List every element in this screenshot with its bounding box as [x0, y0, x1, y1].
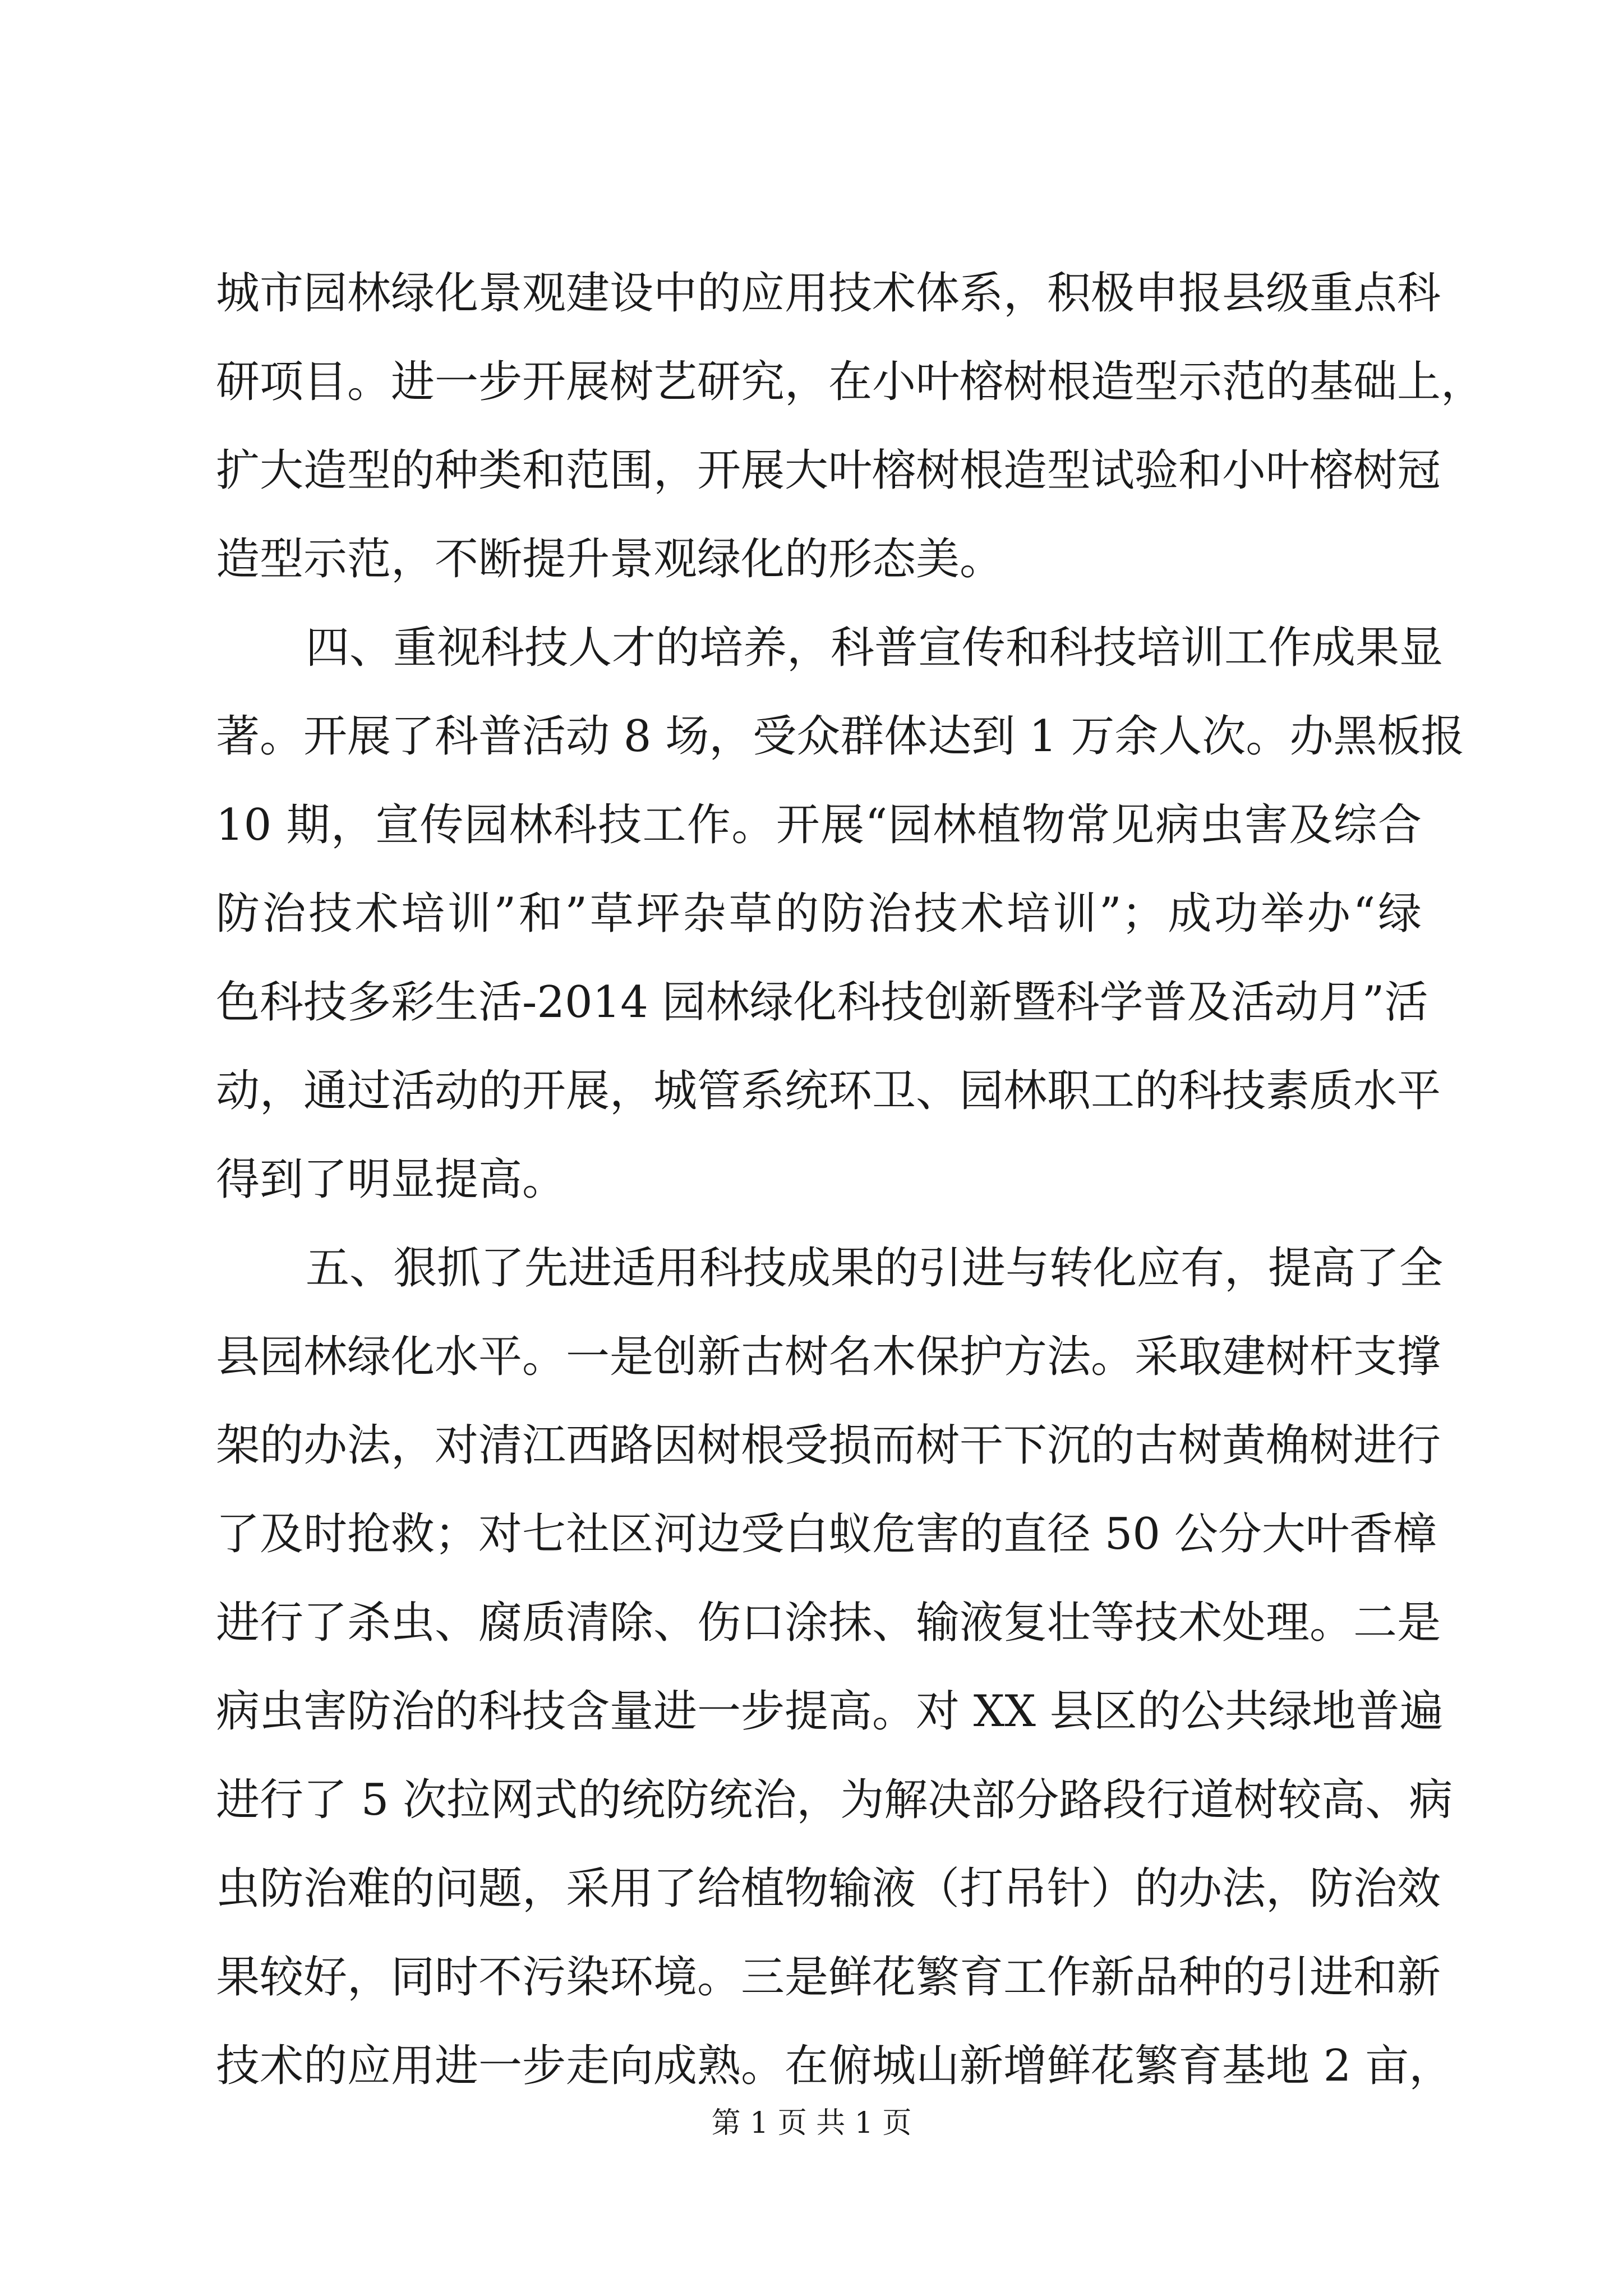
paragraph-3-line-9: 果较好，同时不污染环境。三是鲜花繁育工作新品种的引进和新 [216, 1952, 1441, 2003]
paragraph-3-line-8: 虫防治难的问题，采用了给植物输液（打吊针）的办法，防治效 [216, 1864, 1441, 1914]
paragraph-3-line-4: 了及时抢救；对七社区河边受白蚁危害的直径 50 公分大叶香樟 [216, 1509, 1437, 1559]
paragraph-1-line-4: 造型示范，不断提升景观绿化的形态美。 [216, 534, 1004, 585]
paragraph-3-line-3: 架的办法，对清江西路因树根受损而树干下沉的古树黄桷树进行 [216, 1420, 1441, 1471]
paragraph-3-line-2: 县园林绿化水平。一是创新古树名木保护方法。采取建树杆支撑 [216, 1332, 1441, 1382]
paragraph-1-line-3: 扩大造型的种类和范围，开展大叶榕树根造型试验和小叶榕树冠 [216, 445, 1441, 496]
paragraph-1-line-2: 研项目。进一步开展树艺研究，在小叶榕树根造型示范的基础上， [216, 357, 1485, 407]
paragraph-3-line-7: 进行了 5 次拉网式的统防统治，为解决部分路段行道树较高、病 [216, 1775, 1453, 1825]
paragraph-3-line-10: 技术的应用进一步走向成熟。在俯城山新增鲜花繁育基地 2 亩， [216, 2041, 1453, 2091]
page-number-footer: 第 1 页 共 1 页 [711, 2106, 912, 2140]
paragraph-1-line-1: 城市园林绿化景观建设中的应用技术体系，积极申报县级重点科 [216, 268, 1441, 319]
paragraph-2-line-5: 色科技多彩生活-2014 园林绿化科技创新暨科学普及活动月”活 [216, 977, 1428, 1028]
paragraph-2-line-6: 动，通过活动的开展，城管系统环卫、园林职工的科技素质水平 [216, 1066, 1441, 1116]
paragraph-2-line-7: 得到了明显提高。 [216, 1154, 566, 1205]
paragraph-3-line-1: 五、狠抓了先进适用科技成果的引进与转化应有，提高了全 [306, 1243, 1444, 1294]
paragraph-2-line-1: 四、重视科技人才的培养，科普宣传和科技培训工作成果显 [306, 623, 1444, 673]
paragraph-2-line-4: 防治技术培训”和”草坪杂草的防治技术培训”；成功举办“绿 [216, 889, 1422, 939]
paragraph-2-line-3: 10 期，宣传园林科技工作。开展“园林植物常见病虫害及综合 [216, 800, 1422, 850]
paragraph-3-line-6: 病虫害防治的科技含量进一步提高。对 XX 县区的公共绿地普遍 [216, 1686, 1444, 1737]
paragraph-2-line-2: 著。开展了科普活动 8 场，受众群体达到 1 万余人次。办黑板报 [216, 711, 1465, 762]
paragraph-3-line-5: 进行了杀虫、腐质清除、伤口涂抹、输液复壮等技术处理。二是 [216, 1598, 1441, 1648]
